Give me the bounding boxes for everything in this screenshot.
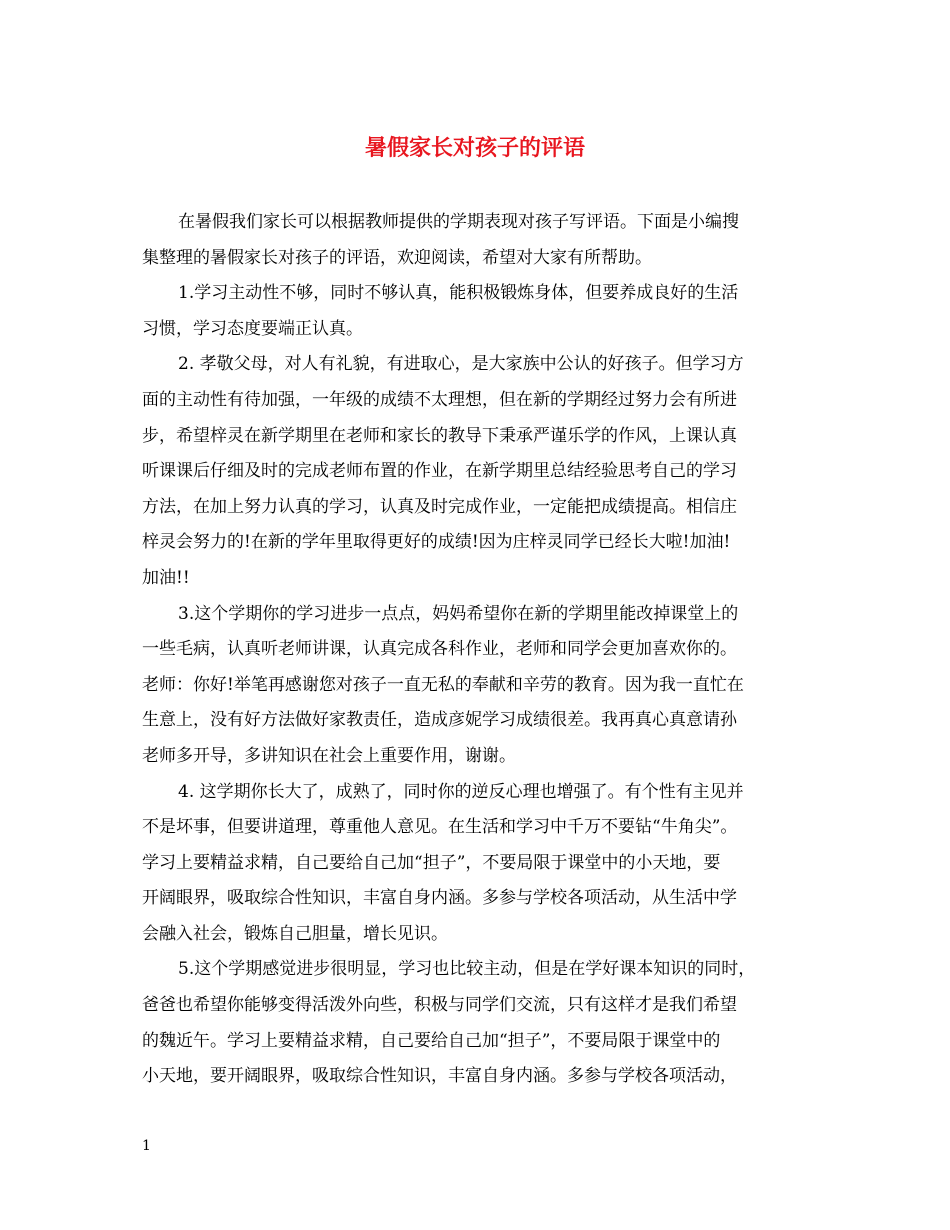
page-number: 1 — [142, 1138, 151, 1154]
text-line: 步，希望梓灵在新学期里在老师和家长的教导下秉承严谨乐学的作风，上课认真 — [142, 425, 737, 446]
text-line: 学习上要精益求精，自己要给自己加“担子”，不要局限于课堂中的小天地，要 — [142, 852, 721, 873]
text-line: 老师：你好!举笔再感谢您对孩子一直无私的奉献和辛劳的教育。因为我一直忙在 — [142, 674, 744, 695]
text-line: 4. 这学期你长大了，成熟了，同时你的逆反心理也增强了。有个性有主见并 — [178, 781, 744, 802]
text-line: 开阔眼界，吸取综合性知识，丰富自身内涵。多参与学校各项活动，从生活中学 — [142, 888, 737, 909]
text-line: 梓灵会努力的!在新的学年里取得更好的成绩!因为庄梓灵同学已经长大啦!加油! — [142, 532, 731, 553]
text-line: 一些毛病，认真听老师讲课，认真完成各科作业，老师和同学会更加喜欢你的。 — [142, 639, 737, 660]
document-body — [142, 205, 812, 1095]
text-line: 听课课后仔细及时的完成老师布置的作业，在新学期里总结经验思考自己的学习 — [142, 461, 737, 482]
text-line: 习惯，学习态度要端正认真。 — [142, 318, 363, 339]
text-line: 5.这个学期感觉进步很明显，学习也比较主动，但是在学好课本知识的同时， — [178, 959, 756, 980]
text-line: 面的主动性有待加强，一年级的成绩不太理想，但在新的学期经过努力会有所进 — [142, 389, 737, 410]
text-line: 生意上，没有好方法做好家教责任，造成彦妮学习成绩很差。我再真心真意请孙 — [142, 710, 737, 731]
text-line: 不是坏事，但要讲道理，尊重他人意见。在生活和学习中千万不要钻“牛角尖”。 — [142, 817, 738, 838]
text-line: 的魏近午。学习上要精益求精，自己要给自己加“担子”，不要局限于课堂中的 — [142, 1030, 721, 1051]
text-line: 方法，在加上努力认真的学习，认真及时完成作业，一定能把成绩提高。相信庄 — [142, 496, 737, 517]
text-line: 在暑假我们家长可以根据教师提供的学期表现对孩子写评语。下面是小编搜 — [178, 212, 739, 232]
text-line: 小天地，要开阔眼界，吸取综合性知识，丰富自身内涵。多参与学校各项活动， — [142, 1066, 737, 1087]
text-line: 1.学习主动性不够，同时不够认真，能积极锻炼身体，但要养成良好的生活 — [178, 283, 739, 304]
text-line: 3.这个学期你的学习进步一点点，妈妈希望你在新的学期里能改掉课堂上的 — [178, 603, 739, 624]
text-line: 加油!! — [142, 567, 190, 588]
document-title: 暑假家长对孩子的评语 — [364, 135, 585, 161]
text-line: 2. 孝敬父母，对人有礼貌，有进取心，是大家族中公认的好孩子。但学习方 — [178, 354, 744, 375]
text-line: 老师多开导，多讲知识在社会上重要作用，谢谢。 — [142, 745, 516, 766]
text-line: 爸爸也希望你能够变得活泼外向些，积极与同学们交流，只有这样才是我们希望 — [142, 995, 737, 1016]
text-line: 会融入社会，锻炼自己胆量，增长见识。 — [142, 923, 448, 944]
text-line: 集整理的暑假家长对孩子的评语，欢迎阅读，希望对大家有所帮助。 — [142, 247, 652, 268]
